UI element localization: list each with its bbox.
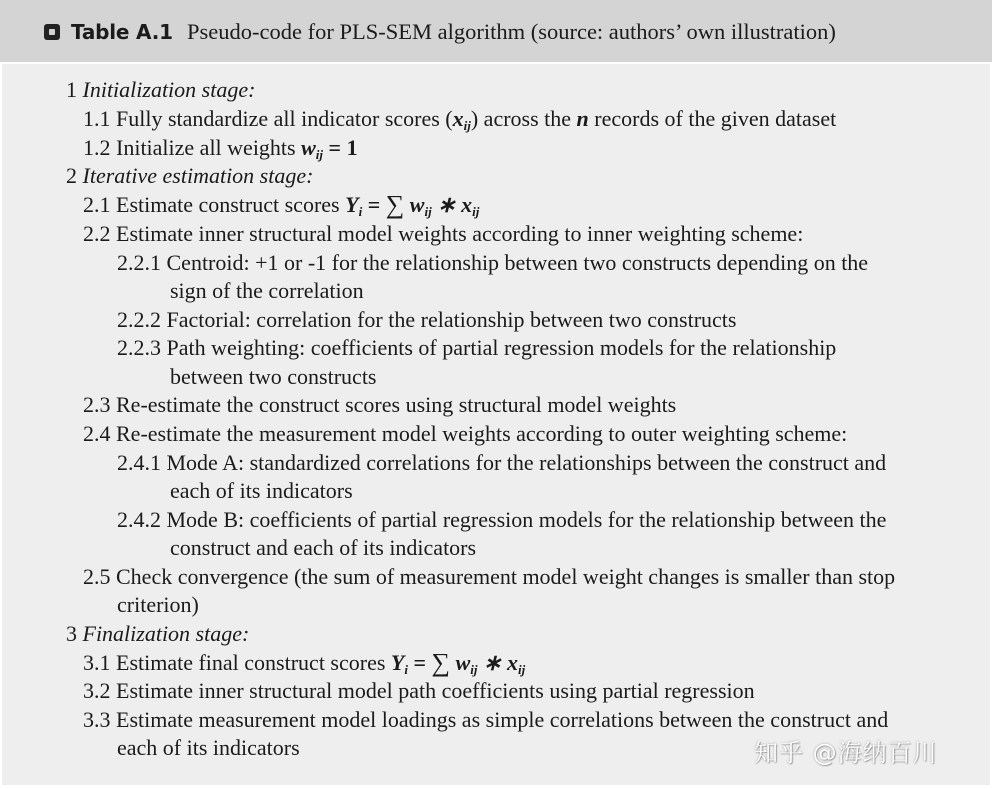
table-header bbox=[0, 0, 992, 62]
line-1-2: 1.2 Initialize all weights $w_{ij} = 1$ bbox=[83, 135, 358, 162]
table-marker-icon bbox=[44, 24, 60, 40]
pseudo-code-panel bbox=[2, 64, 990, 785]
line-2-5: 2.5 Check convergence (the sum of measurement model weight changes is smaller than stop bbox=[83, 564, 896, 589]
line-3-3: 3.3 Estimate measurement model loadings as simple correlations between the construct and bbox=[83, 707, 889, 732]
watermark: 知乎 @海纳百川 bbox=[754, 739, 938, 767]
line-2-4-2-cont: construct and each of its indicators bbox=[170, 535, 477, 560]
line-2-4-2: 2.4.2 Mode B: coefficients of partial regression models for the relationship between the bbox=[117, 507, 887, 532]
line-3-2: 3.2 Estimate inner structural model path coefficients using partial regression bbox=[83, 678, 755, 703]
line-3-1: 3.1 Estimate final construct scores $Y_i$ = ∑ $w_{ij}$ ∗ $x_{ij}$ bbox=[83, 648, 526, 677]
line-2-5-cont: criterion) bbox=[117, 592, 199, 617]
line-2-2-3-cont: between two constructs bbox=[170, 364, 377, 389]
line-2: 2 Iterative estimation stage: bbox=[66, 163, 314, 188]
line-2-2-1: 2.2.1 Centroid: +1 or -1 for the relationship between two constructs depending on the bbox=[117, 250, 869, 275]
line-2-4: 2.4 Re-estimate the measurement model weights according to outer weighting scheme: bbox=[83, 421, 848, 446]
line-2-2-3: 2.2.3 Path weighting: coefficients of partial regression models for the relationship bbox=[117, 335, 837, 360]
line-2-3: 2.3 Re-estimate the construct scores using structural model weights bbox=[83, 392, 677, 417]
line-1: 1 Initialization stage: bbox=[66, 77, 256, 102]
line-2-2: 2.2 Estimate inner structural model weights according to inner weighting scheme: bbox=[83, 221, 804, 246]
table-caption: Pseudo-code for PLS-SEM algorithm (source: authors’ own illustration) bbox=[187, 19, 836, 44]
line-2-1: 2.1 Estimate construct scores $Y_i$ = ∑ $w_{ij}$ ∗ $x_{ij}$ bbox=[83, 190, 480, 219]
line-3: 3 Finalization stage: bbox=[66, 621, 250, 646]
line-2-4-1-cont: each of its indicators bbox=[170, 478, 353, 503]
line-2-4-1: 2.4.1 Mode A: standardized correlations for the relationships between the construct and bbox=[117, 450, 887, 475]
line-2-2-1-cont: sign of the correlation bbox=[170, 278, 364, 303]
line-3-3-cont: each of its indicators bbox=[117, 735, 300, 760]
table-label: Table A.1 bbox=[71, 20, 173, 44]
line-2-2-2: 2.2.2 Factorial: correlation for the relationship between two constructs bbox=[117, 307, 737, 332]
line-1-1: 1.1 Fully standardize all indicator scores $(x_{ij})$ across the n records of the given dataset bbox=[83, 106, 837, 133]
